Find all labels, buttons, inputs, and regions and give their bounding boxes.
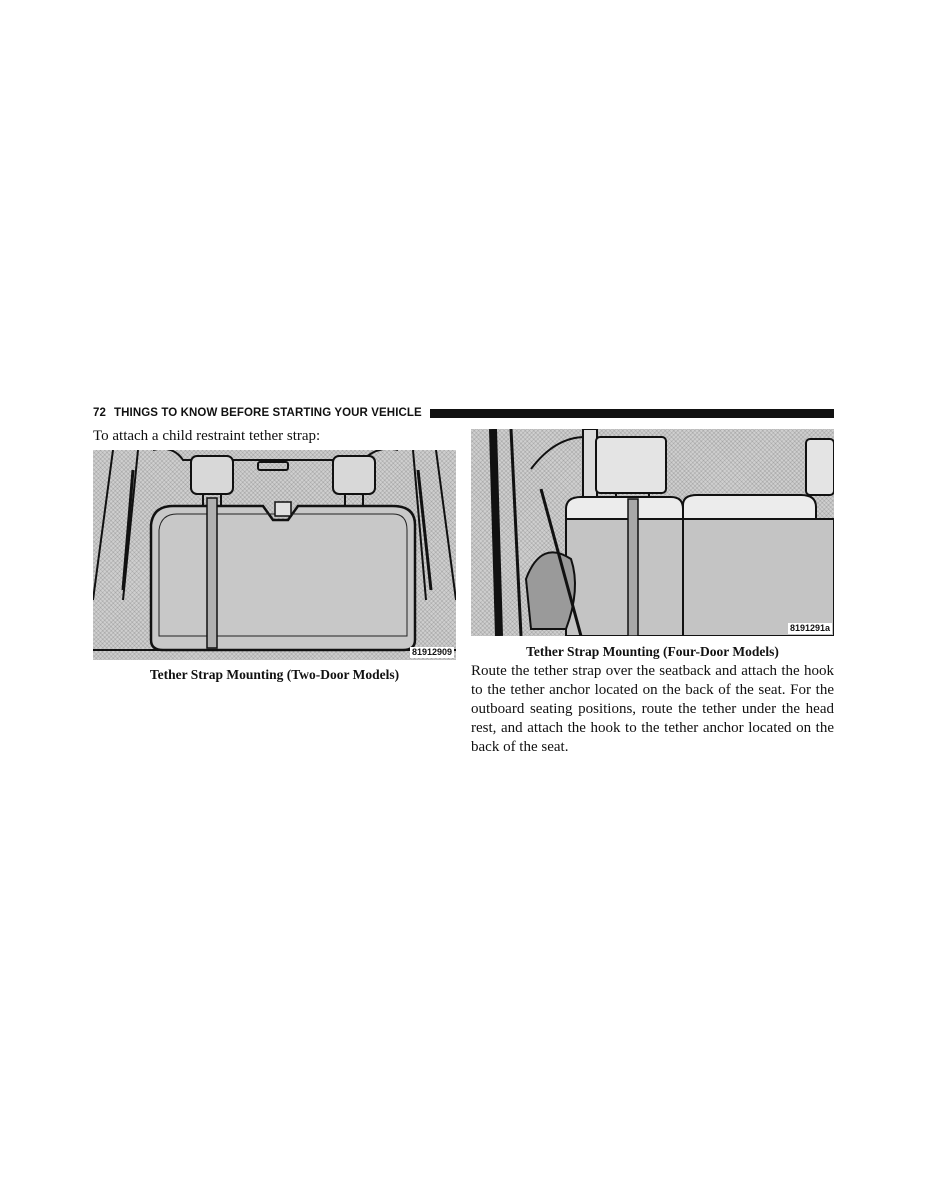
section-title: THINGS TO KNOW BEFORE STARTING YOUR VEHICLE	[114, 407, 422, 419]
figure-code: 8191291a	[789, 623, 830, 633]
figure-two-door	[93, 450, 456, 660]
instruction-paragraph: Route the tether strap over the seatback and attach the hook to the tether anchor located on the back of the seat. For the outboard seating positions, route the tether under the head rest, and attach the hook to the tether anchor located on the back of the seat.	[471, 663, 834, 755]
intro-text: To attach a child restraint tether strap:	[93, 428, 321, 444]
figure-code: 81912909	[411, 647, 452, 657]
figure-caption-two-door: Tether Strap Mounting (Two-Door Models)	[149, 667, 400, 682]
figure-caption-four-door: Tether Strap Mounting (Four-Door Models)	[526, 644, 779, 659]
header-rule	[430, 409, 834, 418]
running-header	[93, 406, 834, 420]
page-number: 72	[93, 407, 106, 419]
two-door-illustration	[93, 450, 456, 660]
figure-four-door	[471, 429, 834, 636]
four-door-illustration	[471, 429, 834, 636]
